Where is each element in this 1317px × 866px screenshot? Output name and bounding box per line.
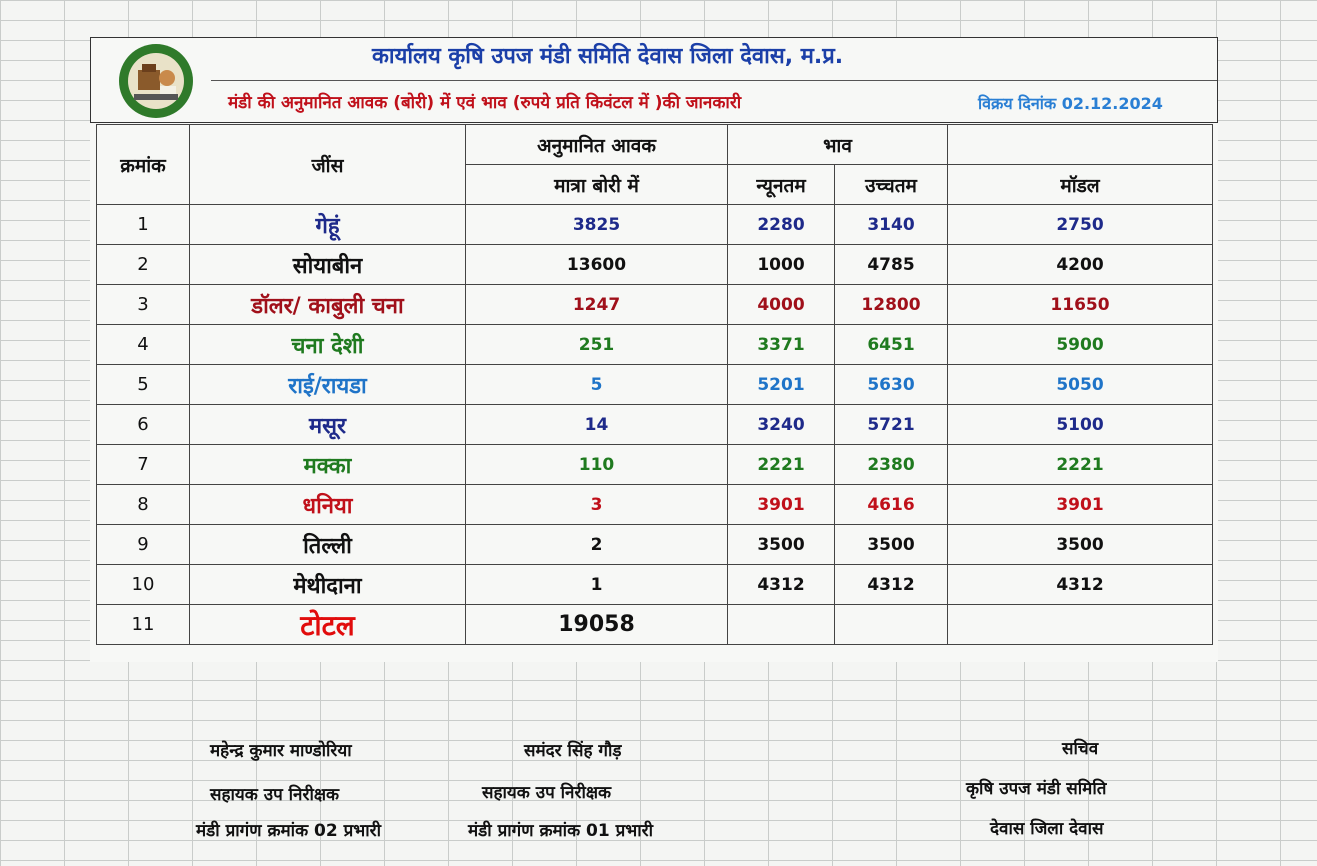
table-row xyxy=(97,565,1213,605)
total-label: टोटल xyxy=(190,605,466,645)
row-max: 4616 xyxy=(835,485,948,525)
row-crop: तिल्ली xyxy=(190,525,466,565)
row-serial: 8 xyxy=(97,485,190,525)
row-arrival: 2 xyxy=(466,525,728,565)
sig-right-location: देवास जिला देवास xyxy=(990,819,1104,839)
row-modal: 5900 xyxy=(948,325,1213,365)
row-modal: 11650 xyxy=(948,285,1213,325)
row-serial: 2 xyxy=(97,245,190,285)
row-crop: गेहूं xyxy=(190,205,466,245)
row-serial: 4 xyxy=(97,325,190,365)
row-modal: 3500 xyxy=(948,525,1213,565)
row-arrival: 1 xyxy=(466,565,728,605)
row-arrival: 14 xyxy=(466,405,728,445)
row-modal: 5100 xyxy=(948,405,1213,445)
row-arrival: 3825 xyxy=(466,205,728,245)
row-max: 2380 xyxy=(835,445,948,485)
sig-left-name: महेन्द्र कुमार माण्डोरिया xyxy=(210,741,352,761)
office-title: कार्यालय कृषि उपज मंडी समिति देवास जिला देवास, म.प्र. xyxy=(372,44,844,69)
table-row xyxy=(97,445,1213,485)
row-max: 4785 xyxy=(835,245,948,285)
row-arrival: 13600 xyxy=(466,245,728,285)
row-serial: 5 xyxy=(97,365,190,405)
row-serial: 7 xyxy=(97,445,190,485)
row-max: 4312 xyxy=(835,565,948,605)
row-crop: मक्का xyxy=(190,445,466,485)
table-row xyxy=(97,405,1213,445)
row-min: 3500 xyxy=(728,525,835,565)
total-modal-empty xyxy=(948,605,1213,645)
mandi-seal-logo xyxy=(112,42,200,120)
sig-left-charge: मंडी प्रागंण क्रमांक 02 प्रभारी xyxy=(196,821,381,841)
table-body xyxy=(97,205,1213,605)
rates-table xyxy=(96,124,1213,645)
row-serial: 9 xyxy=(97,525,190,565)
total-max-empty xyxy=(835,605,948,645)
row-max: 3140 xyxy=(835,205,948,245)
sig-middle-name: समंदर सिंह गौड़ xyxy=(524,741,622,761)
sig-right-office: कृषि उपज मंडी समिति xyxy=(966,779,1107,799)
row-modal: 4200 xyxy=(948,245,1213,285)
row-serial: 6 xyxy=(97,405,190,445)
sig-middle-charge: मंडी प्रागंण क्रमांक 01 प्रभारी xyxy=(468,821,653,841)
row-crop: धनिया xyxy=(190,485,466,525)
total-serial: 11 xyxy=(97,605,190,645)
row-crop: डॉलर/ काबुली चना xyxy=(190,285,466,325)
row-max: 12800 xyxy=(835,285,948,325)
row-crop: राई/रायडा xyxy=(190,365,466,405)
header-divider xyxy=(211,80,1217,81)
header-min: न्यूनतम xyxy=(728,165,835,205)
row-modal: 2750 xyxy=(948,205,1213,245)
row-modal: 3901 xyxy=(948,485,1213,525)
row-serial: 3 xyxy=(97,285,190,325)
table-row xyxy=(97,325,1213,365)
sig-right-title: सचिव xyxy=(1062,739,1099,759)
row-min: 3371 xyxy=(728,325,835,365)
row-min: 1000 xyxy=(728,245,835,285)
row-crop: मसूर xyxy=(190,405,466,445)
sale-date: विक्रय दिनांक 02.12.2024 xyxy=(978,94,1163,113)
row-arrival: 251 xyxy=(466,325,728,365)
row-arrival: 3 xyxy=(466,485,728,525)
header-serial: क्रमांक xyxy=(97,125,190,205)
row-max: 6451 xyxy=(835,325,948,365)
row-serial: 10 xyxy=(97,565,190,605)
table-row xyxy=(97,205,1213,245)
total-row xyxy=(97,605,1213,645)
total-arrival: 19058 xyxy=(466,605,728,645)
row-max: 5721 xyxy=(835,405,948,445)
row-min: 2280 xyxy=(728,205,835,245)
header-price: भाव xyxy=(728,125,948,165)
row-arrival: 110 xyxy=(466,445,728,485)
header-max: उच्चतम xyxy=(835,165,948,205)
table-row xyxy=(97,245,1213,285)
sig-left-designation: सहायक उप निरीक्षक xyxy=(210,785,340,805)
row-modal: 2221 xyxy=(948,445,1213,485)
row-serial: 1 xyxy=(97,205,190,245)
row-modal: 5050 xyxy=(948,365,1213,405)
table-row xyxy=(97,365,1213,405)
row-max: 3500 xyxy=(835,525,948,565)
header-blank xyxy=(948,125,1213,165)
table-row xyxy=(97,525,1213,565)
row-min: 4312 xyxy=(728,565,835,605)
row-min: 5201 xyxy=(728,365,835,405)
header-crop: जींस xyxy=(190,125,466,205)
header-arrival: अनुमानित आवक xyxy=(466,125,728,165)
report-subtitle: मंडी की अनुमानित आवक (बोरी) में एवं भाव (रुपये प्रति किवंटल में )की जानकारी xyxy=(228,93,742,113)
total-min-empty xyxy=(728,605,835,645)
header-arrival-qty: मात्रा बोरी में xyxy=(466,165,728,205)
row-arrival: 1247 xyxy=(466,285,728,325)
row-min: 4000 xyxy=(728,285,835,325)
sig-middle-designation: सहायक उप निरीक्षक xyxy=(482,783,612,803)
row-arrival: 5 xyxy=(466,365,728,405)
row-min: 2221 xyxy=(728,445,835,485)
header-row-1 xyxy=(97,125,1213,165)
table-row xyxy=(97,285,1213,325)
row-crop: मेथीदाना xyxy=(190,565,466,605)
row-crop: सोयाबीन xyxy=(190,245,466,285)
row-modal: 4312 xyxy=(948,565,1213,605)
row-crop: चना देशी xyxy=(190,325,466,365)
row-min: 3901 xyxy=(728,485,835,525)
row-max: 5630 xyxy=(835,365,948,405)
table-row xyxy=(97,485,1213,525)
header-modal: मॉडल xyxy=(948,165,1213,205)
row-min: 3240 xyxy=(728,405,835,445)
